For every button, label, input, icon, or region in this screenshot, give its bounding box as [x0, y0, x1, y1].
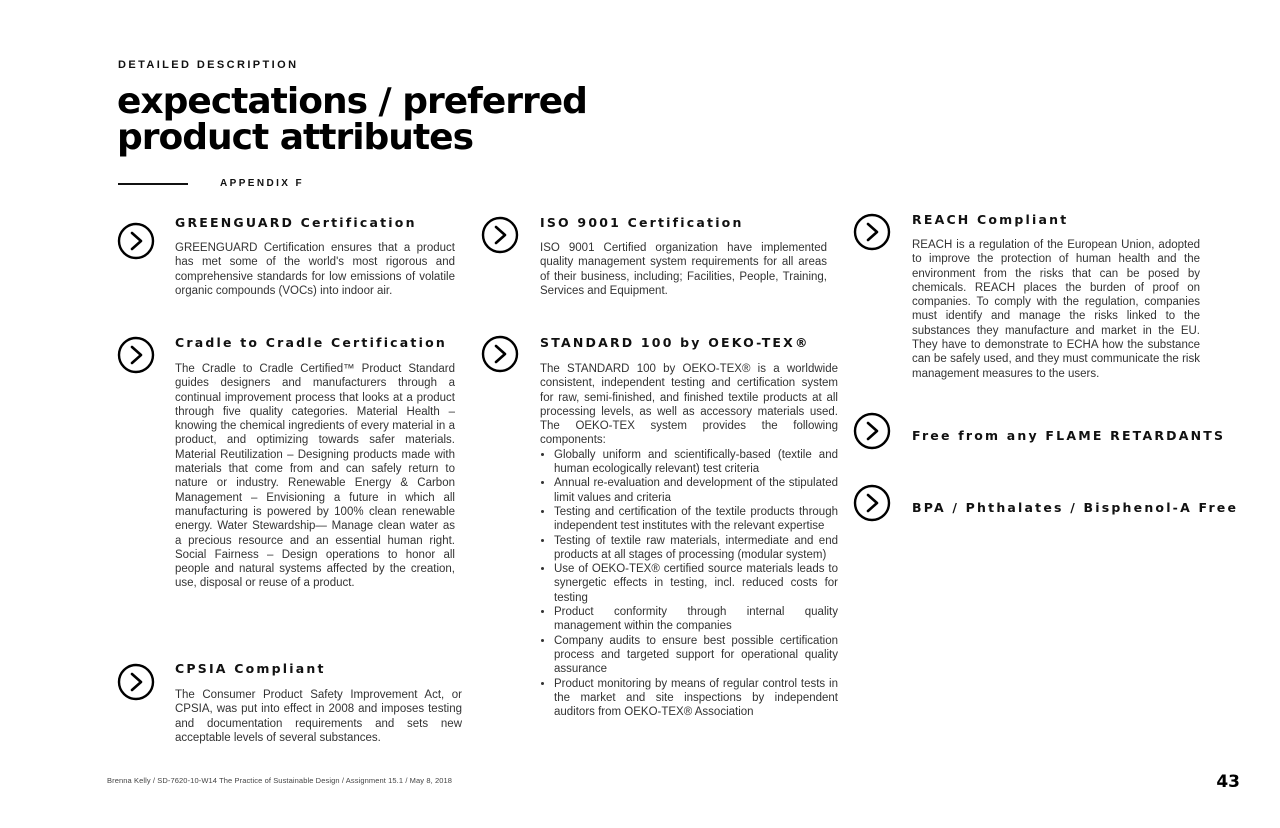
oekotex-bullet-list [540, 448, 838, 720]
cpsia-body: The Consumer Product Safety Improvement Act, or CPSIA, was put into effect in 2008 and imposes testing and documentation requirements and sets new acceptable levels of several substances. [175, 689, 462, 744]
greenguard-body: GREENGUARD Certification ensures that a product has met some of the world's most rigorous and comprehensive standards for low emissions of volatile organic compounds (VOCs) into indoor air. [175, 242, 455, 297]
list-item: • Testing and certification of the textile products through independent test institutes with the relevant expertise [554, 505, 838, 534]
reach-body: REACH is a regulation of the European Union, adopted to improve the protection of human health and the environment from the risks that can be posed by chemicals. REACH places the burden of proof on companies. To comply with the regulation, companies must identify and manage the risks linked to the substances they manufacture and market in the EU. They have to demonstrate to ECHA how the substance can be safely used, and they must communicate the risk management measures to the users. [912, 239, 1200, 380]
cradle-title: Cradle to Cradle Certification [175, 335, 447, 350]
list-item: • Annual re-evaluation and development of the stipulated limit values and criteria [554, 476, 838, 505]
chevron-right-circle-icon [853, 484, 891, 522]
page-title-line-2: product attributes [117, 117, 473, 158]
eyebrow-label: DETAILED DESCRIPTION [118, 59, 299, 71]
chevron-right-circle-icon [117, 663, 155, 701]
chevron-right-circle-icon [481, 335, 519, 373]
chevron-right-circle-icon [853, 412, 891, 450]
list-item: • Use of OEKO-TEX® certified source materials leads to synergetic effects in testing, incl. reduced costs for testing [554, 562, 838, 605]
list-item: • Product conformity through internal quality management within the companies [554, 605, 838, 634]
cpsia-title: CPSIA Compliant [175, 661, 326, 676]
oekotex-intro: The STANDARD 100 by OEKO-TEX® is a worldwide consistent, independent testing and certification system for raw, semi-finished, and finished textile products at all processing levels, as well as accessory materials used. The OEKO-TEX system provides the following components: [540, 363, 838, 447]
list-item: • Product monitoring by means of regular control tests in the market and site inspections by independent auditors from OEKO-TEX® Association [554, 677, 838, 720]
page-number: 43 [1216, 772, 1240, 792]
header-divider [118, 183, 188, 185]
iso-title: ISO 9001 Certification [540, 215, 744, 230]
oekotex-content [540, 362, 838, 719]
appendix-label: APPENDIX F [220, 178, 305, 189]
oekotex-title: STANDARD 100 by OEKO-TEX® [540, 335, 810, 350]
page-title [117, 81, 677, 158]
iso-body: ISO 9001 Certified organization have implemented quality management system requirements for all areas of their business, including; Facilities, People, Training, Services and Equipment. [540, 242, 827, 297]
chevron-right-circle-icon [117, 222, 155, 260]
chevron-right-circle-icon [853, 213, 891, 251]
bpa-free-title: BPA / Phthalates / Bisphenol-A Free [912, 500, 1239, 515]
chevron-right-circle-icon [117, 336, 155, 374]
list-item: • Company audits to ensure best possible certification process and targeted support for operational quality assurance [554, 634, 838, 677]
cradle-body: The Cradle to Cradle Certified™ Product Standard guides designers and manufacturers through a continual improvement process that looks at a product through five quality categories. Material Health – knowing the chemical ingredients of every material in a product, and optimizing towards safer materials. Material Reutilization – Designing products made with materials that come from and can safely return to nature or industry. Renewable Energy & Carbon Management – Envisioning a future in which all manufacturing is powered by 100% clean renewable energy. Water Stewardship— Manage clean water as a precious resource and an essential human right. Social Fairness – Design operations to honor all people and natural systems affected by the creation, use, disposal or reuse of a product. [175, 363, 455, 590]
list-item: • Testing of textile raw materials, intermediate and end products at all stages of processing (modular system) [554, 534, 838, 563]
flame-retardants-title: Free from any FLAME RETARDANTS [912, 428, 1226, 443]
greenguard-title: GREENGUARD Certification [175, 215, 417, 230]
chevron-right-circle-icon [481, 216, 519, 254]
page-title-line-1: expectations / preferred [117, 81, 587, 122]
list-item: • Globally uniform and scientifically-based (textile and human ecologically relevant) test criteria [554, 448, 838, 477]
footer-credit: Brenna Kelly / SD-7620-10-W14 The Practice of Sustainable Design / Assignment 15.1 / May 8, 2018 [107, 776, 453, 785]
reach-title: REACH Compliant [912, 212, 1069, 227]
